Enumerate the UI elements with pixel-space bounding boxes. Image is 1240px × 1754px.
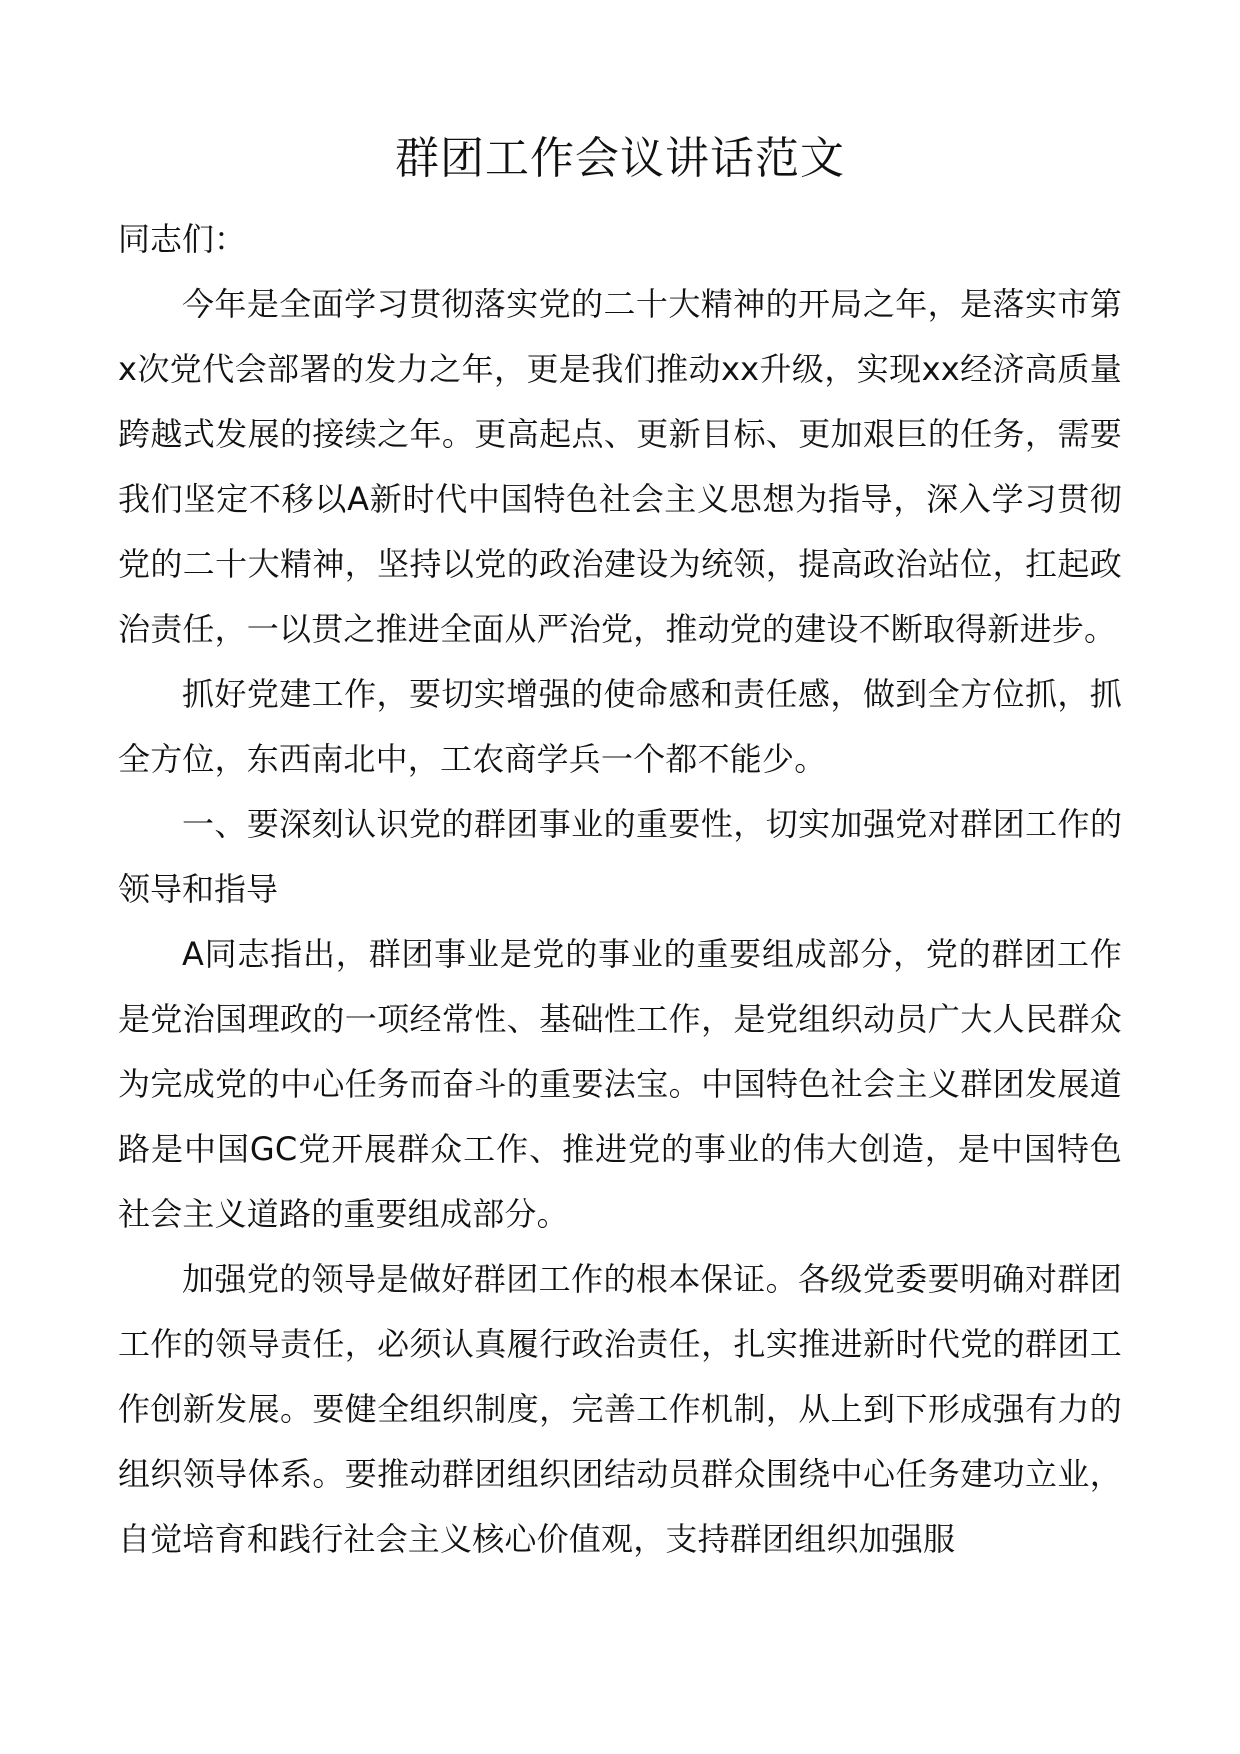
section-heading-1: 一、要深刻认识党的群团事业的重要性，切实加强党对群团工作的领导和指导 bbox=[118, 805, 1122, 909]
paragraph-section1-1: A同志指出，群团事业是党的事业的重要组成部分，党的群团工作是党治国理政的一项经常性、基础性工作，是党组织动员广大人民群众为完成党的中心任务而奋斗的重要法宝。中国特色社会主义群团发展道路是中国GC党开展群众工作、推进党的事业的伟大创造，是中国特色社会主义道路的重要组成部分。 bbox=[118, 935, 1122, 1234]
paragraph-intro: 今年是全面学习贯彻落实党的二十大精神的开局之年，是落实市第x次党代会部署的发力之年，更是我们推动xx升级，实现xx经济高质量跨越式发展的接续之年。更高起点、更新目标、更加艰巨的任务，需要我们坚定不移以A新时代中国特色社会主义思想为指导，深入学习贯彻党的二十大精神，坚持以党的政治建设为统领，提高政治站位，扛起政治责任，一以贯之推进全面从严治党，推动党的建设不断取得新进步。 bbox=[118, 285, 1122, 649]
document-title: 群团工作会议讲话范文 bbox=[395, 133, 845, 184]
paragraph-section1-2: 加强党的领导是做好群团工作的根本保证。各级党委要明确对群团工作的领导责任，必须认真履行政治责任，扎实推进新时代党的群团工作创新发展。要健全组织制度，完善工作机制，从上到下形成强有力的组织领导体系。要推动群团组织团结动员群众围绕中心任务建功立业，自觉培育和践行社会主义核心价值观，支持群团组织加强服 bbox=[118, 1260, 1122, 1559]
paragraph-party-building: 抓好党建工作，要切实增强的使命感和责任感，做到全方位抓，抓全方位，东西南北中，工农商学兵一个都不能少。 bbox=[118, 675, 1122, 779]
document-page bbox=[118, 130, 1122, 1572]
salutation: 同志们： bbox=[118, 220, 247, 259]
